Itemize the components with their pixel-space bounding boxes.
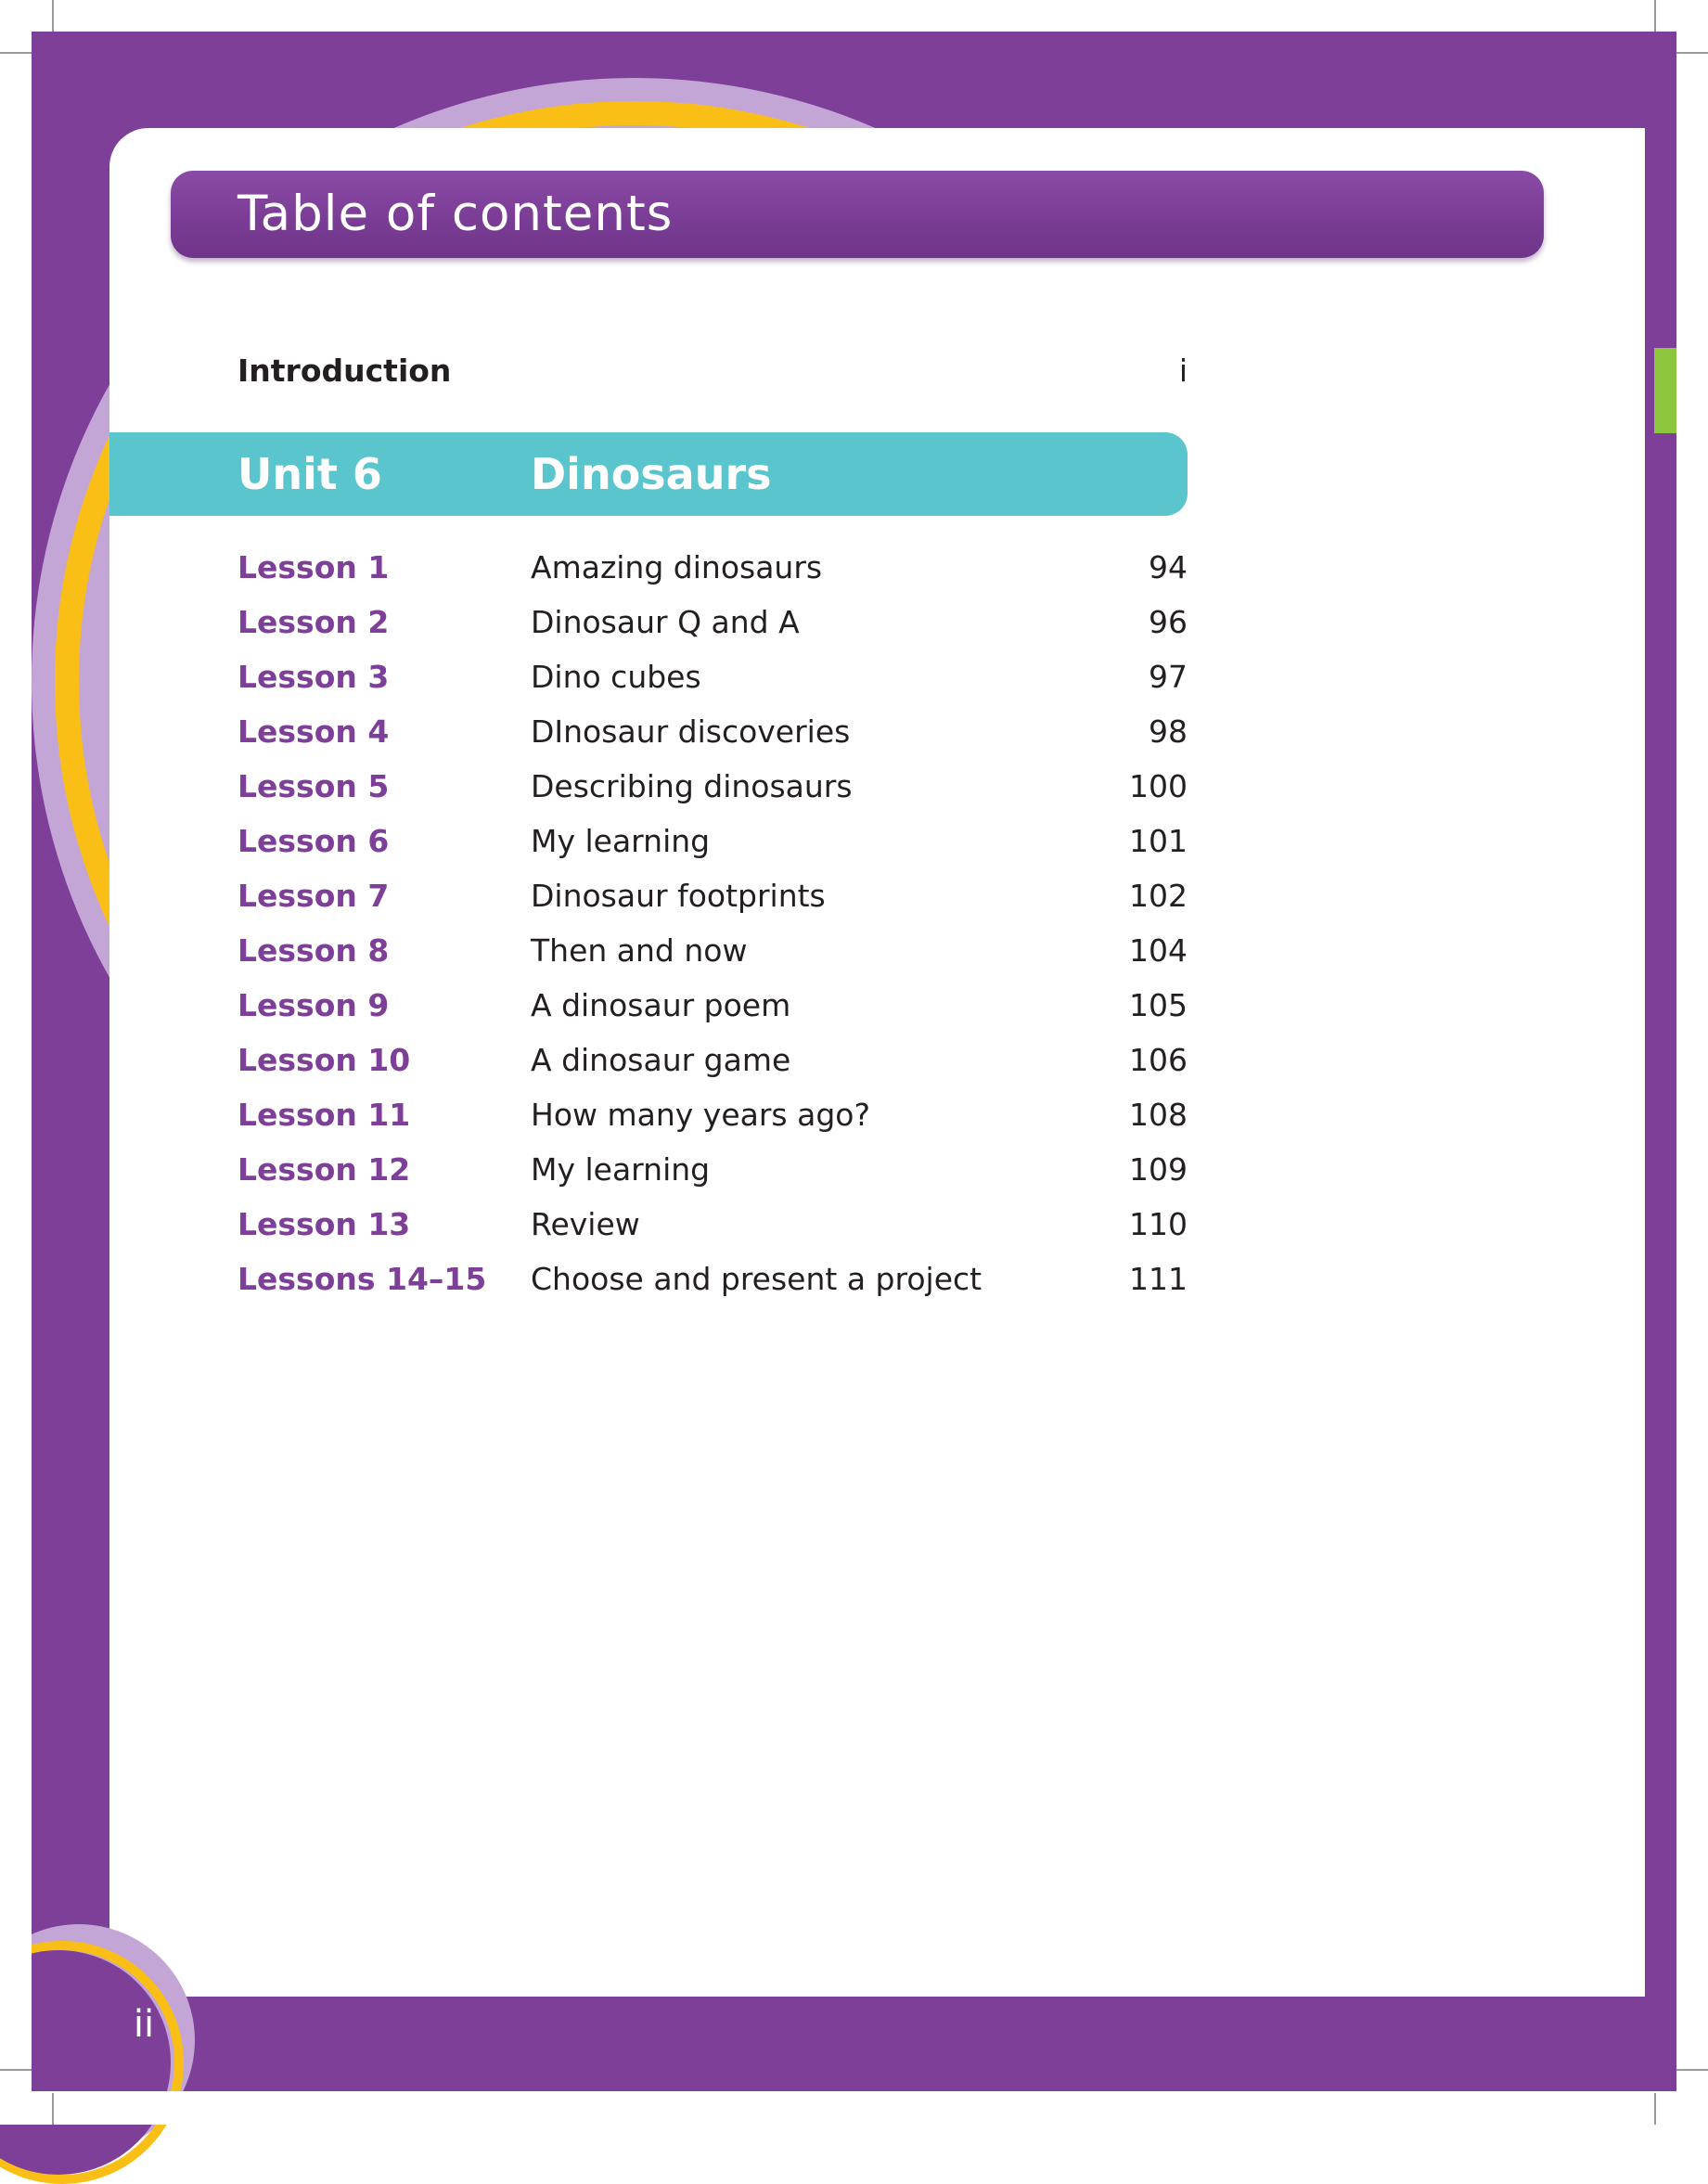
crop-mark xyxy=(1654,0,1656,32)
lesson-row xyxy=(238,1146,1188,1201)
lesson-label: Lesson 7 xyxy=(238,878,390,914)
lesson-page: 100 xyxy=(1129,768,1188,804)
section-tab-marker xyxy=(1654,348,1676,433)
lesson-page: 111 xyxy=(1129,1261,1188,1297)
lesson-page: 101 xyxy=(1129,823,1188,859)
lesson-row xyxy=(238,598,1188,653)
lesson-page: 94 xyxy=(1149,549,1188,585)
lesson-title: Review xyxy=(531,1206,640,1242)
lesson-title: Dino cubes xyxy=(531,659,701,695)
lesson-label: Lesson 12 xyxy=(238,1151,411,1188)
lesson-label: Lesson 13 xyxy=(238,1206,411,1242)
crop-mark xyxy=(52,0,54,32)
lesson-page: 98 xyxy=(1149,713,1188,750)
lesson-label: Lesson 10 xyxy=(238,1042,411,1078)
lesson-label: Lessons 14–15 xyxy=(238,1261,487,1297)
lesson-label: Lesson 3 xyxy=(238,659,390,695)
lesson-row xyxy=(238,982,1188,1036)
lesson-page: 97 xyxy=(1149,659,1188,695)
unit-title: Dinosaurs xyxy=(531,449,772,499)
lesson-label: Lesson 6 xyxy=(238,823,390,859)
lesson-page: 106 xyxy=(1129,1042,1188,1078)
lesson-label: Lesson 2 xyxy=(238,604,390,640)
lesson-title: How many years ago? xyxy=(531,1097,870,1133)
margin-top xyxy=(0,0,1708,32)
footer-band xyxy=(109,1997,1676,2091)
lesson-label: Lesson 11 xyxy=(238,1097,411,1133)
crop-mark xyxy=(1676,52,1708,54)
lesson-page: 105 xyxy=(1129,987,1188,1023)
lesson-title: My learning xyxy=(531,1151,711,1188)
lesson-list xyxy=(238,544,1188,1310)
crop-mark xyxy=(1654,2093,1656,2125)
lesson-row xyxy=(238,1255,1188,1310)
margin-bottom xyxy=(0,2091,1708,2125)
lesson-title: Then and now xyxy=(531,932,748,969)
lesson-page: 110 xyxy=(1129,1206,1188,1242)
lesson-page: 102 xyxy=(1129,878,1188,914)
lesson-title: Amazing dinosaurs xyxy=(531,549,823,585)
page-title: Table of contents xyxy=(238,186,674,242)
lesson-title: A dinosaur poem xyxy=(531,987,791,1023)
lesson-row xyxy=(238,1091,1188,1146)
lesson-row xyxy=(238,653,1188,708)
lesson-page: 109 xyxy=(1129,1151,1188,1188)
introduction-page: i xyxy=(1178,353,1188,389)
lesson-title: My learning xyxy=(531,823,711,859)
lesson-page: 96 xyxy=(1149,604,1188,640)
margin-left xyxy=(0,0,32,2125)
lesson-label: Lesson 4 xyxy=(238,713,390,750)
crop-mark xyxy=(0,52,32,54)
lesson-title: Describing dinosaurs xyxy=(531,768,853,804)
crop-mark xyxy=(52,2093,54,2125)
lesson-page: 108 xyxy=(1129,1097,1188,1133)
lesson-label: Lesson 1 xyxy=(238,549,390,585)
lesson-row xyxy=(238,927,1188,982)
lesson-row xyxy=(238,1036,1188,1091)
lesson-row xyxy=(238,1201,1188,1255)
crop-mark xyxy=(1676,2069,1708,2071)
lesson-row xyxy=(238,708,1188,763)
lesson-label: Lesson 8 xyxy=(238,932,390,969)
crop-mark xyxy=(0,2069,32,2071)
introduction-label: Introduction xyxy=(238,353,452,389)
lesson-title: Dinosaur Q and A xyxy=(531,604,800,640)
lesson-row xyxy=(238,872,1188,927)
lesson-title: Choose and present a project xyxy=(531,1261,982,1297)
lesson-page: 104 xyxy=(1129,932,1188,969)
lesson-row xyxy=(238,544,1188,598)
lesson-label: Lesson 9 xyxy=(238,987,390,1023)
lesson-title: Dinosaur footprints xyxy=(531,878,826,914)
lesson-row xyxy=(238,817,1188,872)
page-number: ii xyxy=(133,2003,155,2046)
lesson-row xyxy=(238,763,1188,817)
lesson-label: Lesson 5 xyxy=(238,768,390,804)
lesson-title: DInosaur discoveries xyxy=(531,713,851,750)
lesson-title: A dinosaur game xyxy=(531,1042,791,1078)
unit-number: Unit 6 xyxy=(238,449,382,499)
